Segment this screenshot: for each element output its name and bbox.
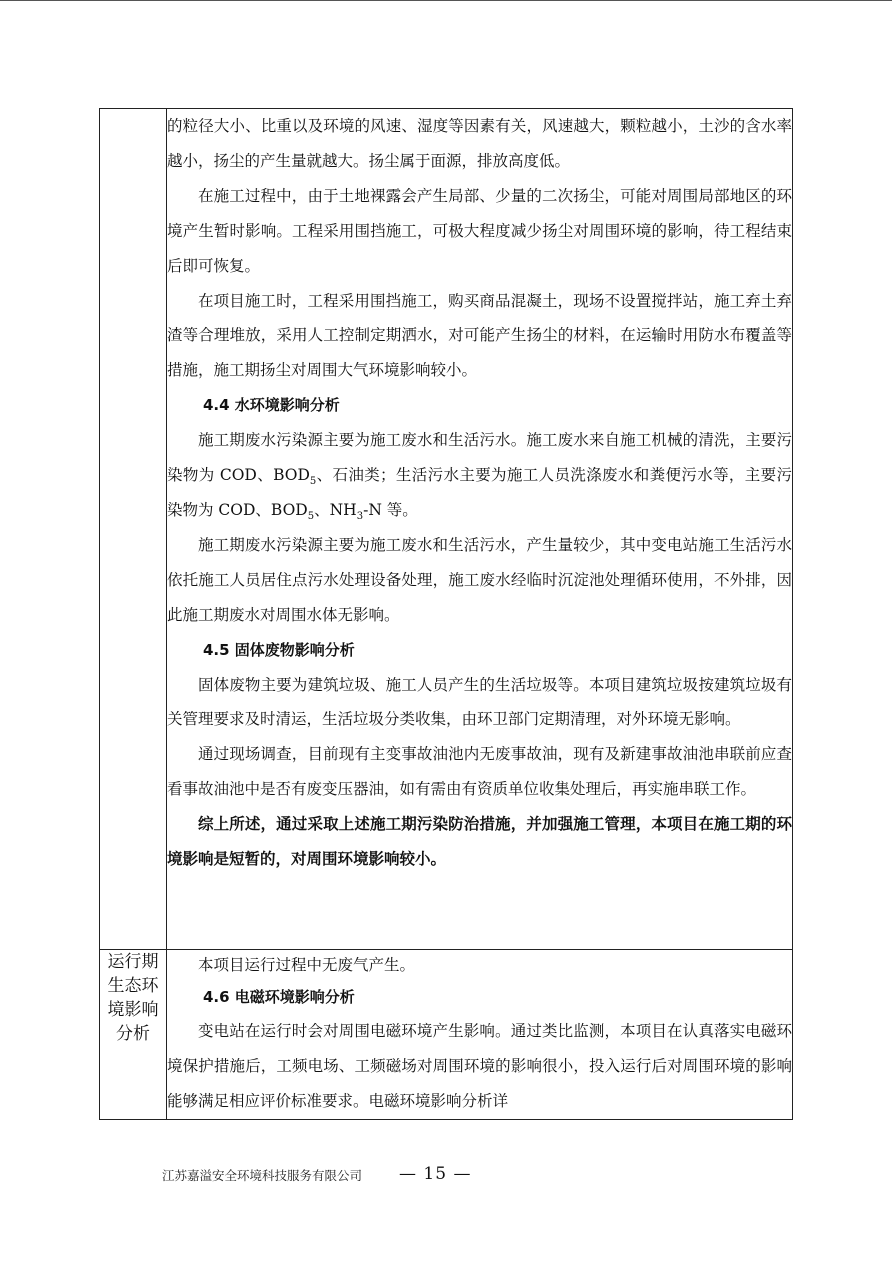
page-footer bbox=[0, 1164, 892, 1194]
dust-measures-paragraph: 在项目施工时，工程采用围挡施工，购买商品混凝土，现场不设置搅拌站，施工弃土弃渣等合理堆放，采用人工控制定期洒水，对可能产生扬尘的材料，在运输时用防水布覆盖等措施，施工期扬尘对周围大气环境影响较小。 bbox=[167, 291, 792, 380]
solid-waste-paragraph: 固体废物主要为建筑垃圾、施工人员产生的生活垃圾等。本项目建筑垃圾按建筑垃圾有关管理要求及时清运，生活垃圾分类收集，由环卫部门定期清理，对外环境无影响。 bbox=[167, 675, 792, 729]
operation-period-label: 运行期生态环境影响分析 bbox=[107, 952, 159, 1044]
construction-row bbox=[100, 109, 793, 950]
company-name: 江苏嘉溢安全环境科技服务有限公司 bbox=[162, 1168, 363, 1183]
operation-row bbox=[100, 950, 793, 1120]
page-number: — 15 — bbox=[399, 1164, 472, 1184]
oil-pool-paragraph: 通过现场调查，目前现有主变事故油池内无废事故油，现有及新建事故油池串联前应查看事故油池中是否有废变压器油，如有需由有资质单位收集处理后，再实施串联工作。 bbox=[167, 745, 792, 799]
no-exhaust-paragraph: 本项目运行过程中无废气产生。 bbox=[198, 956, 416, 974]
secondary-dust-paragraph: 在施工过程中，由于土地裸露会产生局部、少量的二次扬尘，可能对周围局部地区的环境产生暂时影响。工程采用围挡施工，可极大程度减少扬尘对周围环境的影响，待工程结束后即可恢复。 bbox=[167, 186, 792, 275]
heading-electromagnetic: 4.6 电磁环境影响分析 bbox=[203, 988, 355, 1006]
wastewater-treatment-paragraph: 施工期废水污染源主要为施工废水和生活污水，产生量较少，其中变电站施工生活污水依托施工人员居住点污水处理设备处理，施工废水经临时沉淀池处理循环使用，不外排，因此施工期废水对周围水体无影响。 bbox=[167, 535, 792, 624]
dust-paragraph: 的粒径大小、比重以及环境的风速、湿度等因素有关，风速越大，颗粒越小，土沙的含水率越小，扬尘的产生量就越大。扬尘属于面源，排放高度低。 bbox=[167, 117, 792, 170]
construction-label-cell bbox=[100, 109, 167, 950]
water-pollution-sources-paragraph: 施工期废水污染源主要为施工废水和生活污水。施工废水来自施工机械的清洗，主要污染物为 COD、$BOD_5$、石油类；生活污水主要为施工人员洗涤废水和粪便污水等，主要污染物为 COD、$BOD_5$、$NH_3-N$ 等。 bbox=[167, 431, 792, 523]
heading-solid-waste: 4.5 固体废物影响分析 bbox=[203, 640, 355, 659]
top-border-line bbox=[0, 0, 892, 1]
operation-content-cell bbox=[167, 950, 793, 1120]
heading-water-environment: 4.4 水环境影响分析 bbox=[203, 396, 340, 415]
operation-label-cell bbox=[100, 950, 167, 1120]
construction-content-cell bbox=[167, 109, 793, 950]
electromagnetic-paragraph: 变电站在运行时会对周围电磁环境产生影响。通过类比监测，本项目在认真落实电磁环境保护措施后，工频电场、工频磁场对周围环境的影响很小，投入运行后对周围环境的影响能够满足相应评价标准要求。电磁环境影响分析详 bbox=[167, 1022, 792, 1110]
summary-paragraph: 综上所述，通过采取上述施工期污染防治措施，并加强施工管理，本项目在施工期的环境影响是短暂的，对周围环境影响较小。 bbox=[167, 814, 792, 869]
content-table bbox=[99, 108, 793, 1120]
